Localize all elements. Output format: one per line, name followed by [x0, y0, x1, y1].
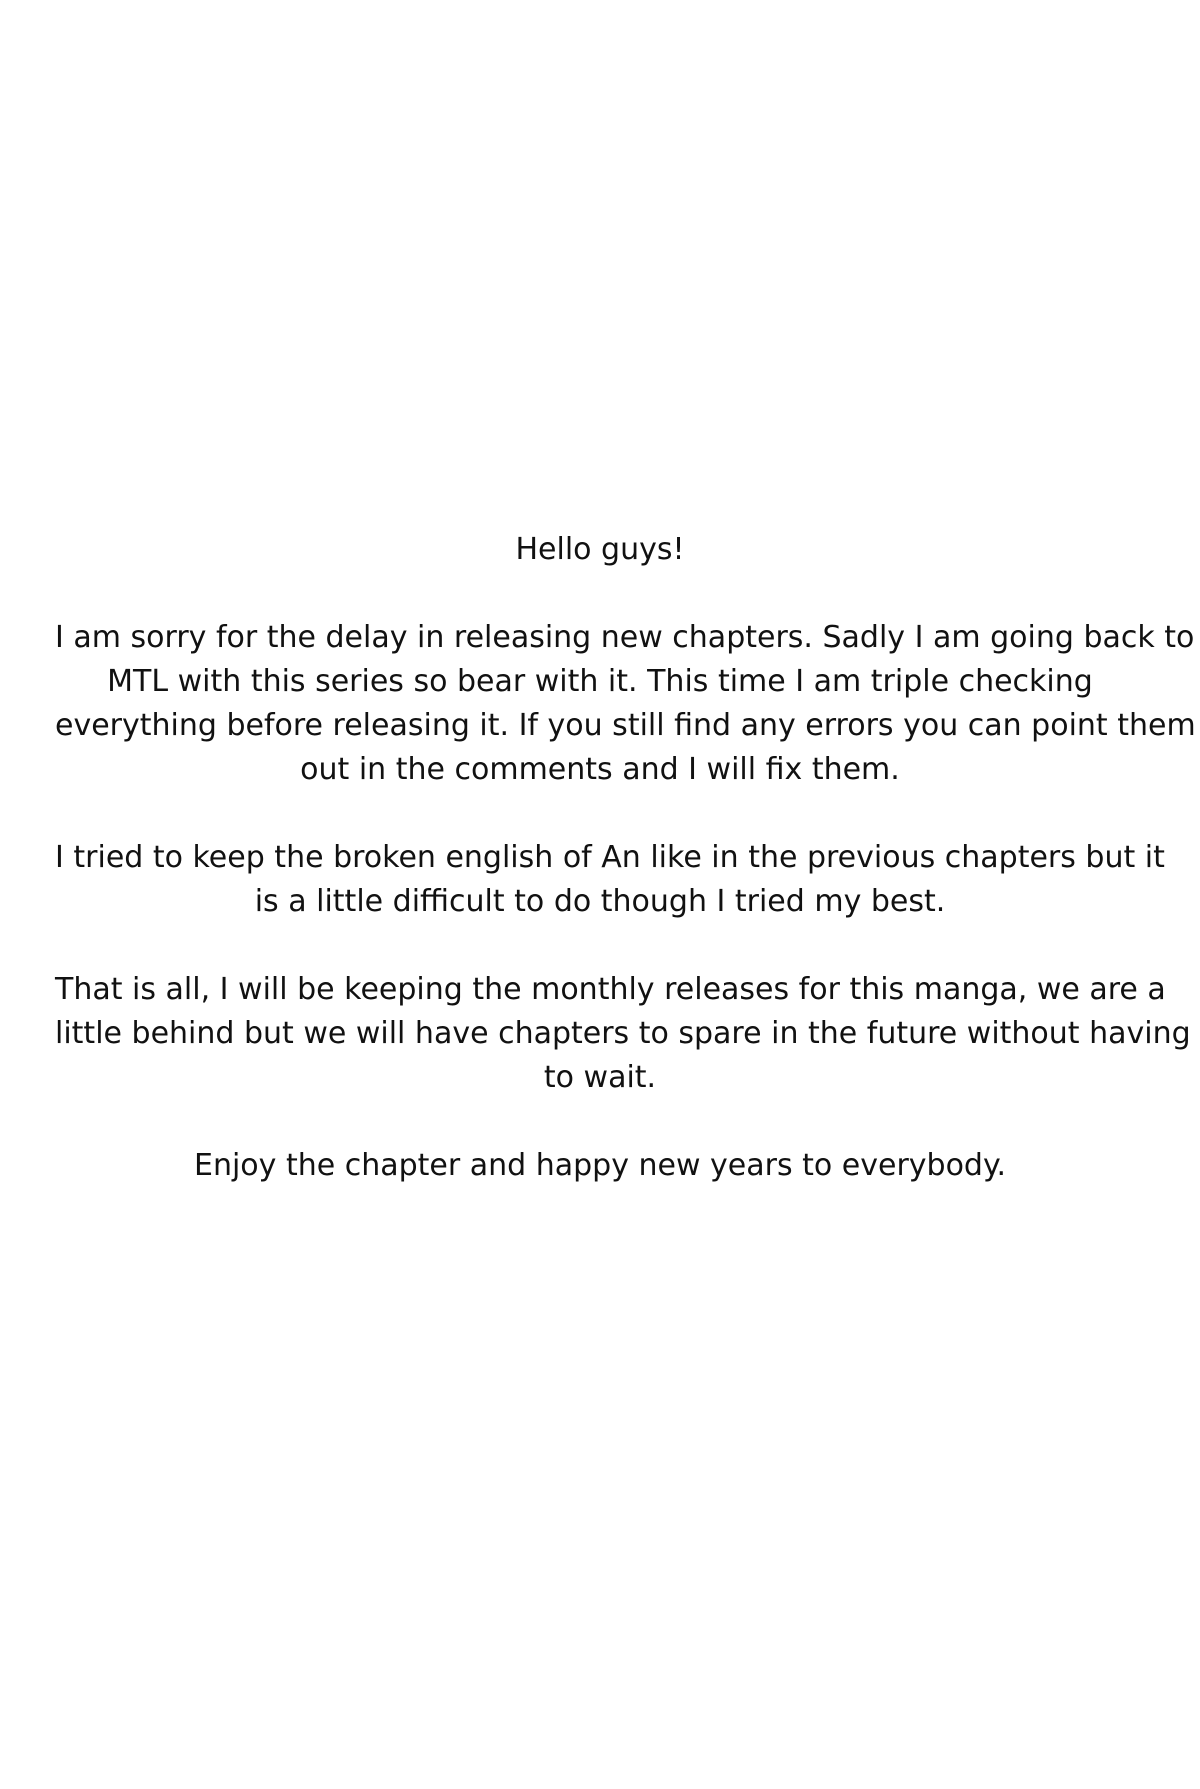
- paragraph-line: MTL with this series so bear with it. This time I am triple checking: [107, 664, 1093, 699]
- paragraph-line: is a little difficult to do though I tried my best.: [254, 884, 946, 919]
- paragraph-line: That is all, I will be keeping the monthly releases for this manga, we are a: [55, 972, 1166, 1007]
- paragraph-english: [55, 836, 1165, 924]
- paragraph-line: everything before releasing it. If you still find any errors you can point them: [55, 708, 1196, 743]
- paragraph-line: little behind but we will have chapters to spare in the future without having: [55, 1016, 1191, 1051]
- paragraph-line: I am sorry for the delay in releasing new chapters. Sadly I am going back to: [55, 620, 1195, 655]
- translator-note: [55, 528, 1196, 1188]
- paragraph-releases: [55, 968, 1191, 1100]
- paragraph-delay: [55, 616, 1196, 792]
- paragraph-line: I tried to keep the broken english of An like in the previous chapters but it: [55, 840, 1165, 875]
- greeting-line: Hello guys!: [515, 532, 685, 567]
- paragraph-line: out in the comments and I will fix them.: [300, 752, 900, 787]
- greeting: [55, 528, 1145, 572]
- closing: [55, 1144, 1145, 1188]
- closing-line: Enjoy the chapter and happy new years to everybody.: [194, 1148, 1006, 1183]
- paragraph-line: to wait.: [543, 1060, 657, 1095]
